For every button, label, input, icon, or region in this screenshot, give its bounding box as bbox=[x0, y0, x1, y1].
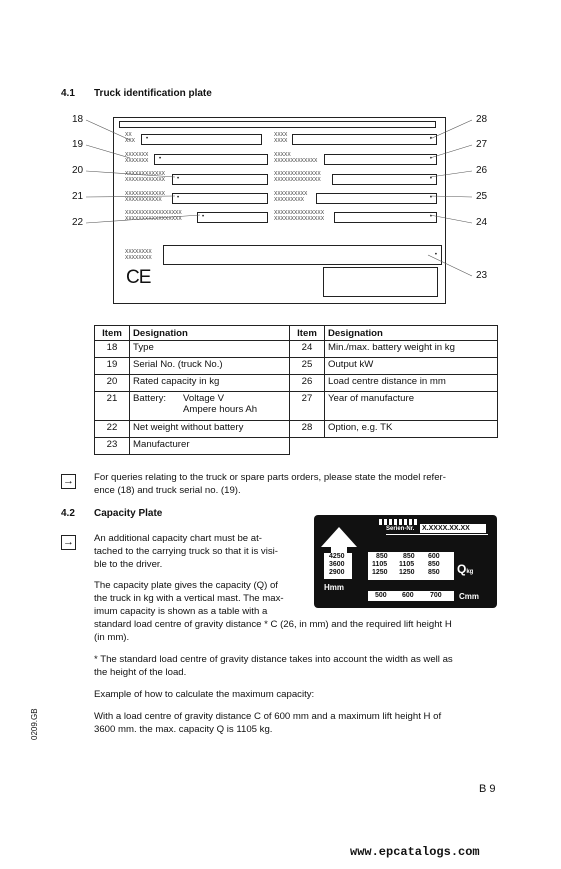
item-cell: 18 bbox=[95, 341, 130, 358]
ce-mark: CE bbox=[126, 267, 151, 288]
battery-voltage: Voltage V bbox=[183, 393, 225, 404]
plate-label: XXXXX bbox=[274, 152, 291, 158]
plate-label: XXXXXXXXXXXXX bbox=[274, 157, 318, 164]
capacity-value: 1105 bbox=[399, 561, 415, 568]
capacity-value: 1250 bbox=[372, 569, 388, 576]
plate-label: XXXXXXXXXX bbox=[274, 191, 308, 197]
paragraph-line: the truck in kg with a vertical mast. The max- bbox=[94, 593, 284, 604]
plate-label: XXXXXXX bbox=[125, 152, 149, 158]
section-number: 4.2 bbox=[61, 508, 75, 519]
paragraph-line: 3600 mm. the max. capacity Q is 1105 kg. bbox=[94, 724, 273, 735]
designation-cell: Min./max. battery weight in kg bbox=[325, 341, 498, 358]
paragraph-line: The capacity plate gives the capacity (Q) of bbox=[94, 580, 278, 591]
item-cell: 25 bbox=[290, 358, 325, 375]
capacity-value: 850 bbox=[376, 553, 388, 560]
battery-ampere-hours: Ampere hours Ah bbox=[183, 404, 258, 415]
c-value: 600 bbox=[402, 592, 414, 599]
callout-27: 27 bbox=[476, 139, 488, 150]
designation-cell bbox=[130, 392, 290, 421]
callout-21: 21 bbox=[72, 191, 84, 202]
serial-label: Serien-Nr. bbox=[386, 526, 415, 532]
header-designation: Designation bbox=[325, 326, 498, 341]
designation-table bbox=[94, 325, 498, 455]
item-cell: 28 bbox=[290, 421, 325, 438]
section-number: 4.1 bbox=[61, 88, 75, 99]
header-item: Item bbox=[290, 326, 325, 341]
callout-20: 20 bbox=[72, 165, 84, 176]
plate-field: • bbox=[172, 174, 268, 185]
c-unit-label: Cmm bbox=[459, 592, 480, 601]
note-line: For queries relating to the truck or spare parts orders, please state the model refer- bbox=[94, 472, 446, 483]
plate-label: XXXX bbox=[274, 132, 288, 138]
designation-cell: Type bbox=[130, 341, 290, 358]
paragraph-line: Example of how to calculate the maximum capacity: bbox=[94, 689, 315, 700]
callout-22: 22 bbox=[72, 217, 84, 228]
empty-cell bbox=[290, 438, 325, 455]
table-row bbox=[95, 438, 498, 455]
item-cell: 23 bbox=[95, 438, 130, 455]
designation-cell: Manufacturer bbox=[130, 438, 290, 455]
h-unit-label: Hmm bbox=[324, 583, 345, 592]
plate-field: • bbox=[332, 174, 437, 185]
plate-field: • bbox=[197, 212, 268, 223]
callout-28: 28 bbox=[476, 114, 488, 125]
document-code: 0209.GB bbox=[30, 708, 39, 740]
plate-label: XXX bbox=[125, 137, 136, 144]
table-row bbox=[95, 421, 498, 438]
plate-field: • bbox=[324, 154, 437, 165]
table-header-row bbox=[95, 326, 498, 341]
plate-field: • bbox=[172, 193, 268, 204]
q-unit: kg bbox=[466, 569, 474, 575]
plate-label: XXXXXXXXXXXXXXX bbox=[274, 215, 325, 222]
battery-label: Battery: bbox=[133, 393, 167, 404]
designation-cell: Load centre distance in mm bbox=[325, 375, 498, 392]
plate-label: XXXXXXXXXXXXXX bbox=[274, 171, 321, 177]
plate-label: XXXXXXXXXXXXXXX bbox=[274, 210, 325, 216]
item-cell: 22 bbox=[95, 421, 130, 438]
callout-26: 26 bbox=[476, 165, 488, 176]
capacity-plate bbox=[314, 515, 497, 608]
plate-field: • bbox=[316, 193, 437, 204]
header-designation: Designation bbox=[130, 326, 290, 341]
arrow-right-icon: → bbox=[63, 475, 74, 487]
plate-label: XXXXXXXX bbox=[125, 254, 152, 261]
designation-cell: Year of manufacture bbox=[325, 392, 498, 421]
arrow-right-icon: → bbox=[63, 536, 74, 548]
section-title: Truck identification plate bbox=[94, 88, 212, 99]
capacity-value: 1105 bbox=[372, 561, 388, 568]
paragraph-line: standard load centre of gravity distance * C (26, in mm) and the required lift height H bbox=[94, 619, 452, 630]
plate-field-manufacturer: • bbox=[163, 245, 442, 265]
page-number: B 9 bbox=[479, 783, 496, 795]
plate-label: XXXXXXXXXXXX bbox=[125, 176, 166, 183]
paragraph-line: the height of the load. bbox=[94, 667, 187, 678]
item-cell: 27 bbox=[290, 392, 325, 421]
callout-18: 18 bbox=[72, 114, 84, 125]
plate-label: XXXXXXXXXXXXXXXXX bbox=[125, 210, 182, 216]
empty-cell bbox=[325, 438, 498, 455]
capacity-value: 850 bbox=[428, 561, 440, 568]
capacity-value: 600 bbox=[428, 553, 440, 560]
designation-cell: Option, e.g. TK bbox=[325, 421, 498, 438]
callout-25: 25 bbox=[476, 191, 488, 202]
plate-label: XX bbox=[125, 132, 132, 138]
callout-24: 24 bbox=[476, 217, 488, 228]
table-row bbox=[95, 392, 498, 421]
callout-19: 19 bbox=[72, 139, 84, 150]
plate-label: XXXXXXXX bbox=[125, 249, 152, 255]
plate-label: XXXXXXXXXXXX bbox=[125, 171, 166, 177]
designation-cell: Output kW bbox=[325, 358, 498, 375]
h-value: 4250 bbox=[329, 553, 345, 560]
plate-label: XXXXXXXXX bbox=[274, 196, 305, 203]
capacity-value: 1250 bbox=[399, 569, 415, 576]
paragraph-line: (in mm). bbox=[94, 632, 130, 643]
item-cell: 19 bbox=[95, 358, 130, 375]
plate-field: • bbox=[334, 212, 437, 223]
plate-field: • bbox=[292, 134, 437, 145]
item-cell: 26 bbox=[290, 375, 325, 392]
plate-field: • bbox=[154, 154, 268, 165]
plate-label: XXXXXXXXXXXXXX bbox=[274, 176, 321, 183]
h-value: 2900 bbox=[329, 569, 345, 576]
capacity-value: 850 bbox=[428, 569, 440, 576]
paragraph-line: An additional capacity chart must be at- bbox=[94, 533, 262, 544]
watermark: www.epcatalogs.com bbox=[350, 845, 480, 859]
paragraph-line: ble to the driver. bbox=[94, 559, 163, 570]
table-row bbox=[95, 375, 498, 392]
table-row bbox=[95, 358, 498, 375]
plate-label: XXXX bbox=[274, 137, 288, 144]
plate-label: XXXXXXX bbox=[125, 157, 149, 164]
paragraph-line: tached to the carrying truck so that it is visi- bbox=[94, 546, 278, 557]
paragraph-line: imum capacity is shown as a table with a bbox=[94, 606, 268, 617]
designation-cell: Serial No. (truck No.) bbox=[130, 358, 290, 375]
c-value: 500 bbox=[375, 592, 387, 599]
note-line: ence (18) and truck serial no. (19). bbox=[94, 485, 241, 496]
callout-23: 23 bbox=[476, 270, 488, 281]
q-label: Q bbox=[457, 562, 467, 576]
plate-label: XXXXXXXXXXXX bbox=[125, 191, 166, 197]
item-cell: 20 bbox=[95, 375, 130, 392]
plate-label: XXXXXXXXXXXXXXXXX bbox=[125, 215, 182, 222]
lift-height-arrow-icon bbox=[319, 525, 359, 555]
item-cell: 21 bbox=[95, 392, 130, 421]
paragraph-line: * The standard load centre of gravity distance takes into account the width as well as bbox=[94, 654, 453, 665]
paragraph-line: With a load centre of gravity distance C of 600 mm and a maximum lift height H of bbox=[94, 711, 442, 722]
table-row bbox=[95, 341, 498, 358]
section-title: Capacity Plate bbox=[94, 508, 163, 519]
designation-cell: Rated capacity in kg bbox=[130, 375, 290, 392]
capacity-value: 850 bbox=[403, 553, 415, 560]
item-cell: 24 bbox=[290, 341, 325, 358]
designation-cell: Net weight without battery bbox=[130, 421, 290, 438]
plate-label: XXXXXXXXXXX bbox=[125, 196, 162, 203]
h-value: 3600 bbox=[329, 561, 345, 568]
header-item: Item bbox=[95, 326, 130, 341]
serial-value-box: X.XXXX.XX.XX bbox=[420, 524, 486, 533]
c-value: 700 bbox=[430, 592, 442, 599]
plate-field: • bbox=[141, 134, 262, 145]
